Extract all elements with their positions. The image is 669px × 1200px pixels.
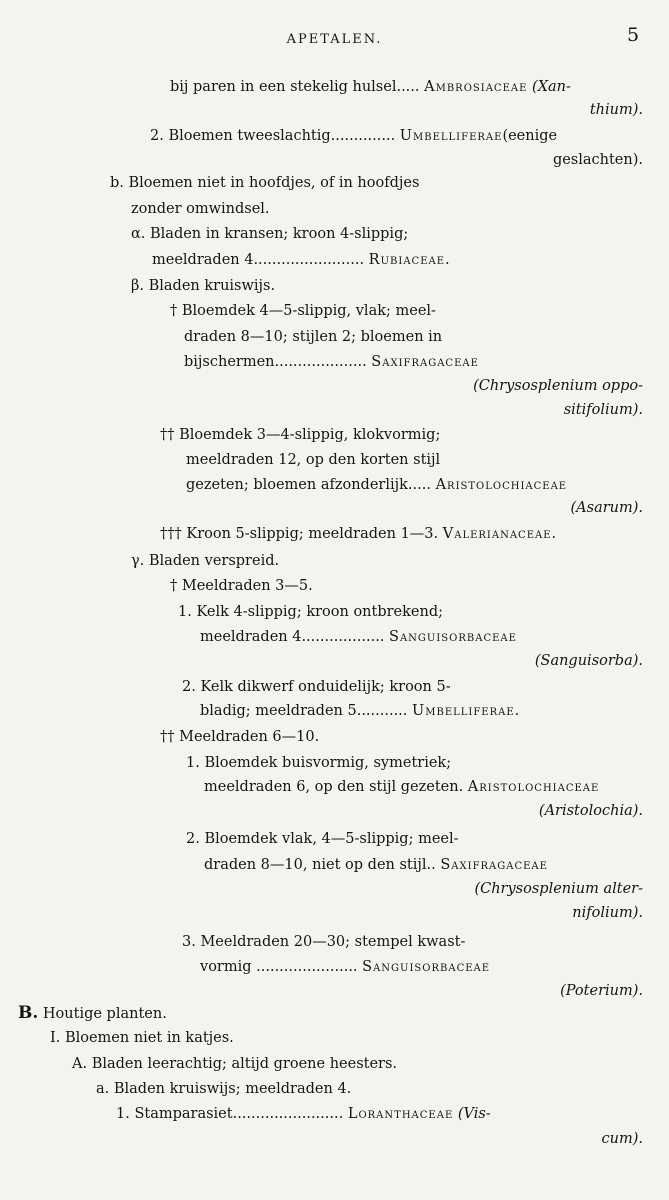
key-line [204,778,599,796]
line-text: vormig ...................... [200,959,363,975]
key-line [590,101,643,119]
key-line [170,78,571,96]
line-text: γ. Bladen verspreid. [131,553,280,569]
running-header: APETALEN. [286,32,383,47]
line-text: † Meeldraden 3—5. [170,578,313,594]
family-name: Loranthaceae [347,1106,454,1122]
line-text: β. Bladen kruiswijs. [131,278,276,294]
line-text: a. Bladen kruiswijs; meeldraden 4. [96,1081,352,1097]
line-text: 2. Bloemen tweeslachtig.............. [150,128,400,144]
key-line [200,702,520,720]
line-text: ††† Kroon 5-slippig; meeldraden 1—3. [160,526,443,542]
line-text: meeldraden 4.................. [200,629,390,645]
genus-note: (eenige [502,128,558,144]
family-name: Sanguisorbaceae [389,629,517,645]
line-text: meeldraden 12, op den korten stijl [186,452,441,468]
line-text: meeldraden 6, op den stijl gezeten. [204,779,468,795]
key-line [50,1029,234,1047]
family-name: Sanguisorbaceae [362,959,491,975]
family-name: Saxifragaceae [440,857,548,873]
key-line [131,225,408,243]
genus-note: (Xan- [527,79,571,95]
line-text: draden 8—10; stijlen 2; bloemen in [184,329,443,345]
family-name: Rubiaceae. [368,252,451,268]
key-line [571,499,644,517]
genus-note: (Sanguisorba). [534,653,643,669]
line-text: A. Bladen leerachtig; altijd groene heesters. [72,1056,398,1072]
line-text: 1. Bloemdek buisvormig, symetriek; [186,755,452,771]
key-line [564,401,643,419]
genus-note: cum). [601,1131,643,1147]
key-line [152,251,451,269]
genus-note: (Vis- [453,1106,491,1122]
line-text: α. Bladen in kransen; kroon 4-slippig; [131,226,409,242]
key-line [572,904,643,922]
key-line [553,151,643,169]
key-line [539,802,643,820]
key-line [131,277,275,295]
page-number: 5 [627,24,640,46]
line-text: meeldraden 4........................ [152,252,369,268]
line-text: bij paren in een stekelig hulsel..... [170,79,425,95]
key-line [186,451,440,469]
genus-note: sitifolium). [563,402,643,418]
key-line [72,1055,397,1073]
key-line [186,754,451,772]
genus-note: geslachten). [552,152,643,168]
key-line [560,982,643,1000]
line-text: gezeten; bloemen afzonderlijk..... [186,477,436,493]
key-line [182,933,465,951]
family-name: Umbelliferae [399,128,503,144]
family-name: Valerianaceae. [442,526,558,542]
key-line [116,1105,491,1123]
key-line [160,426,440,444]
key-line [186,476,567,494]
key-line [160,728,319,746]
line-text: draden 8—10, niet op den stijl.. [204,857,441,873]
line-text: †† Bloemdek 3—4-slippig, klokvormig; [160,427,441,443]
key-line [150,127,557,145]
key-line [160,525,557,543]
key-line [184,353,479,371]
family-name: Umbelliferae. [412,703,521,719]
key-line [131,200,270,218]
genus-note: (Aristolochia). [538,803,643,819]
genus-note: (Asarum). [570,500,643,516]
genus-note: (Chrysosplenium oppo- [473,378,643,394]
key-line [96,1080,351,1098]
line-text: bladig; meeldraden 5........... [200,703,413,719]
key-line [170,577,313,595]
line-text: † Bloemdek 4—5-slippig, vlak; meel- [170,303,436,319]
key-line [110,174,419,192]
line-text: 1. Kelk 4-slippig; kroon ontbrekend; [178,604,444,620]
family-name: Aristolochiaceae [467,779,600,795]
line-text: 3. Meeldraden 20—30; stempel kwast- [182,934,466,950]
line-text: Houtige planten. [42,1006,167,1022]
line-text: b. Bloemen niet in hoofdjes, of in hoofdjes [110,175,420,191]
line-text: 2. Bloemdek vlak, 4—5-slippig; meel- [186,831,459,847]
section-heading [18,1004,167,1023]
key-line [602,1130,643,1148]
family-name: Ambrosiaceae [424,79,528,95]
key-line [473,377,643,395]
genus-note: (Poterium). [560,983,643,999]
line-text: bijschermen.................... [184,354,372,370]
key-line [204,856,548,874]
line-text: 2. Kelk dikwerf onduidelijk; kroon 5- [182,679,451,695]
line-text: zonder omwindsel. [131,201,270,217]
key-line [170,302,436,320]
key-line [200,958,490,976]
genus-note: nifolium). [572,905,643,921]
line-text: †† Meeldraden 6—10. [160,729,320,745]
family-name: Saxifragaceae [371,354,479,370]
line-text: 1. Stamparasiet........................ [116,1106,348,1122]
section-letter: B. [18,1003,39,1023]
key-line [535,652,643,670]
key-line [474,880,643,898]
family-name: Aristolochiaceae [435,477,568,493]
key-line [186,830,459,848]
key-line [131,552,279,570]
key-line [184,328,442,346]
key-line [200,628,517,646]
genus-note: thium). [589,102,643,118]
line-text: I. Bloemen niet in katjes. [50,1030,234,1046]
key-line [178,603,443,621]
genus-note: (Chrysosplenium alter- [474,881,643,897]
key-line [182,678,451,696]
